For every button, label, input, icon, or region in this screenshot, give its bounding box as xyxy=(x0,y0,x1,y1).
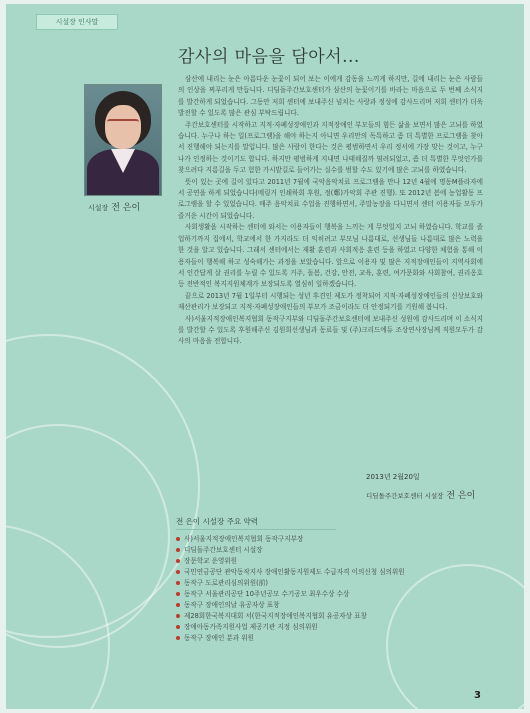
page-title: 감사의 마음을 담아서... xyxy=(178,47,360,67)
bullet-icon xyxy=(176,603,180,607)
bullet-icon xyxy=(176,537,180,541)
caption-name: 전 은이 xyxy=(111,203,141,213)
career-list xyxy=(176,534,476,644)
bullet-icon xyxy=(176,625,180,629)
newsletter-page xyxy=(6,4,524,709)
bullet-icon xyxy=(176,548,180,552)
caption-role: 시설장 xyxy=(88,204,109,212)
career-item: 장문학교 운영위원 xyxy=(176,556,476,567)
page-number: 3 xyxy=(474,690,481,701)
bullet-icon xyxy=(176,570,180,574)
career-title: 전 은이 시설장 주요 약력 xyxy=(176,516,336,530)
career-item: 사)서울지적장애인복지협회 동작구지부장 xyxy=(176,534,476,545)
paragraph: 뜻이 있는 곳에 길이 있다고 2011년 7월에 국악음악치료 프로그램을 만나 12년 4월에 명동M플라자에서 공연을 하게 되었습니다(메링거 인쇄하회 후원, 정(鄭)가악회 주관 진행). 또 2012년 봄에 농업활동 프로그램을 할 수 있었습니다. 매주 음악치료 수업을 진행하면서, 주말농장을 다니면서 센터 이용자들 모두가 즐거운 시간이 되었습니다. xyxy=(178,177,483,220)
career-item: 디딤돌주간보호센터 시설장 xyxy=(176,545,476,556)
paragraph: 주간보호센터를 시작하고 지적·자폐성장애인과 지적장애인 부모들의 힘든 삶을 보면서 많은 고뇌를 하였습니다. 누구나 하는 일(프로그램)을 해야 하는지 아니면 우리만의 독특하고 좀 더 특별한 프로그램을 찾아서 진행해야 되는지를 말입니다. 많은 사람이 한다는 것은 평범하면서 우리 정서에 가장 맞는 것이고, 누구나가 인정하는 것이기도 합니다. 하지만 평범하게 지내면 나태해질까 염려되었고, 좀 더 특별한 무엇인가를 찾으려다 지름길을 두고 험한 가시밭길로 들어가는 실수를 범할 수도 있기에 많은 고뇌를 하였습니다. xyxy=(178,120,483,175)
signature-org: 디딤돌주간보호센터 시설장 xyxy=(366,492,444,500)
career-item: 제28회한국복지대회 서(한국지적장애인복지협회 유공자상 표창 xyxy=(176,611,476,622)
paragraph: 끝으로 2013년 7월 1일부터 시행되는 성년 후견인 제도가 정착되어 지적·자폐성장애인들의 신상보호와 재산관리가 보장되고 지적·자폐성장애인들의 부모가 조금이라도 더 안정되기를 기원해 봅니다. xyxy=(178,291,483,312)
career-item: 동작구 서울관리공단 10주년공모 수기공모 최우수상 수상 xyxy=(176,589,476,600)
bullet-icon xyxy=(176,592,180,596)
career-item: 동작구 장애인의날 유공자상 표창 xyxy=(176,600,476,611)
career-item: 동작구 장애인 분과 위원 xyxy=(176,633,476,644)
signature-name: 전 은이 xyxy=(446,491,476,501)
career-item: 국민연금공단 관악동작지사 장애인활동지원제도 수급자격 이의신청 심의위원 xyxy=(176,567,476,578)
letter-date: 2013년 2월20일 xyxy=(366,473,420,481)
paragraph: 사회생활을 시작하는 센터에 와서는 이용자들이 행복을 느끼는 게 무엇일지 고뇌 하였습니다. 학교를 졸업하기까지 집에서, 학교에서 한 가지라도 더 익히려고 부모님 나름대로, 선생님들 나름대로 많은 노력을 한 것을 알고 있습니다. 그래서 센터에서는 재활 훈련과 사회적응 훈련 등을 하였고 다양한 체험을 통해 이용자들이 행복해 하고 성숙해가는 과정을 보았습니다. 앞으로 이용자 및 많은 지적장애인들이 지역사회에서 인간답게 살 권리를 누릴 수 있도록 거주, 돌봄, 건강, 안전, 교육, 훈련, 여가문화와 사회참여, 권리옹호 등 전반적인 복지지원체계가 보장되도록 열심히 일하겠습니다. xyxy=(178,223,483,289)
paragraph: 삼산에 내리는 눈은 아름다운 눈꽃이 되어 보는 이에게 감동을 느끼게 하지만, 길에 내리는 눈은 사람들의 인상을 찌푸리게 만듭니다. 디딤돌주간보호센터가 삼산의 눈꽃이기를 바라는 마음으로 두 번째 소식지를 발간하게 되었습니다. 그동안 저희 센터에 보내주신 넘치는 사랑과 정성에 감사드리며 저희 센터가 더욱 발전할 수 있도록 많은 관심 부탁드립니다. xyxy=(178,75,483,118)
signature xyxy=(366,488,475,501)
career-item: 동작구 도로관리심의위원(前) xyxy=(176,578,476,589)
bullet-icon xyxy=(176,559,180,563)
bullet-icon xyxy=(176,581,180,585)
section-tag: 시설장 인사말 xyxy=(36,14,118,30)
director-photo xyxy=(84,84,162,196)
greeting-body xyxy=(178,74,483,348)
bullet-icon xyxy=(176,636,180,640)
career-box xyxy=(176,516,476,644)
photo-caption xyxy=(88,200,140,213)
paragraph: 사)서울지적장애인복지협회 동작구지부와 디딤돌주간보호센터에 보내주신 성원에 감사드리며 이 소식지를 발간할 수 있도록 후원해주신 김원희선생님과 동료들 및 (주)크리드에듀 조상연사장님께 직원모두가 감사의 마음을 전합니다. xyxy=(178,314,483,346)
career-item: 장애아동가족지원사업 제공기관 지정 심의위원 xyxy=(176,622,476,633)
bullet-icon xyxy=(176,614,180,618)
